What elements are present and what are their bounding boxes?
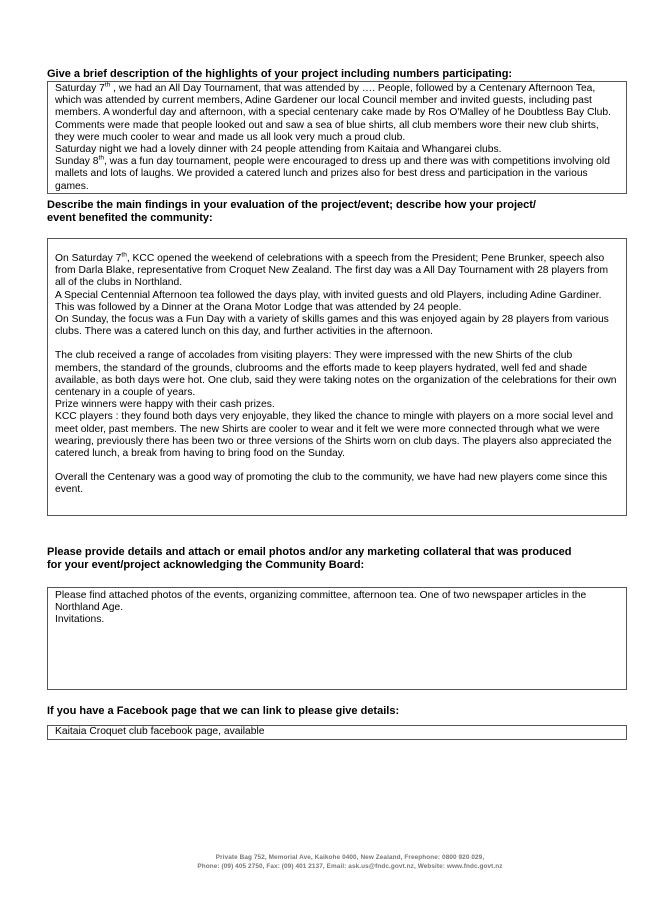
photos-answer-invitations: Invitations.: [55, 614, 105, 626]
footer-contact-info: [150, 853, 550, 871]
facebook-answer-text: Kaitaia Croquet club facebook page, available: [55, 726, 265, 737]
findings-paragraph-afternoon-tea: A Special Centennial Afternoon tea followed the days play, with invited guests and old Players, including Adine Gardiner.: [55, 289, 602, 301]
findings-paragraph-accolades: The club received a range of accolades from visiting players: They were impressed with the new Shirts of the club members, the standard of the grounds, clubrooms and the efforts made to keep players hydrated, well fed and shade available, as both days were hot. One club, said they were taking notes on the organization of the celebrations for their own centenary in a couple of years.: [55, 350, 617, 399]
findings-paragraph-kcc-players: KCC players : they found both days very enjoyable, they liked the chance to mingle with players on a more social level and meet older, past members. The new Shirts are cooler to wear and it felt we were more connected through what we were wearing, previously there has been two or three versions of the Shirts worn on club days. The players also appreciated the catered lunch, a break from having to bring food on the Sunday.: [55, 411, 614, 460]
findings-paragraph-saturday: On Saturday 7th, KCC opened the weekend of celebrations with a speech from the President; Pene Brunker, speech also from Darla Blake, representative from Croquet New Zealand. The first day was a All Day Tournament with 28 players from all of the clubs in Northland.: [55, 251, 609, 289]
section-highlights-question: Give a brief description of the highlights of your project including numbers participating:: [47, 68, 513, 80]
findings-paragraph-prizes: Prize winners were happy with their cash prizes.: [55, 399, 275, 411]
section-findings-question: Describe the main findings in your evaluation of the project/event; describe how your project/ event benefited the community:: [47, 199, 536, 224]
highlights-saturday-text: Saturday 7th , we had an All Day Tournament, that was attended by …. People, followed by a Centenary Afternoon Tea, which was attended by current members, Adine Gardener our local Council member and invited guests, including past members. A wonderful day and afternoon, with a special centenary cake made by Ros O'Malley of he Doubtless Bay Club. Comments were made that people looked out and saw a sea of blue shirts, all club members wore their new club shirts, they were much cooler to wear and made us all look very much a proud club.: [55, 81, 612, 143]
section-findings-answer-box[interactable]: [47, 238, 627, 516]
footer-contact-line: Phone: (09) 405 2750, Fax: (09) 401 2137, Email: ask.us@fndc.govt.nz, Website: www.fndc.govt.nz: [197, 863, 503, 870]
footer-address-line: Private Bag 752, Memorial Ave, Kaikohe 0400, New Zealand, Freephone: 0800 920 029,: [215, 854, 485, 861]
photos-answer-text: Please find attached photos of the events, organizing committee, afternoon tea. One of two newspaper articles in the Northland Age.: [55, 590, 587, 614]
findings-paragraph-dinner: This was followed by a Dinner at the Orana Motor Lodge that was attended by 24 people.: [55, 301, 462, 313]
findings-paragraph-overall: Overall the Centenary was a good way of promoting the club to the community, we have had new players come since this event.: [55, 472, 608, 496]
section-photos-question: Please provide details and attach or email photos and/or any marketing collateral that was produced for your event/project acknowledging the Community Board:: [47, 546, 572, 571]
highlights-saturday-night-text: Saturday night we had a lovely dinner with 24 people attending from Kaitaia and Whangarei clubs.: [55, 144, 502, 156]
highlights-sunday-text: Sunday 8th, was a fun day tournament, people were encouraged to dress up and there was with competitions involving old mallets and lots of laughs. We provided a catered lunch and prizes also for best dress and participation in the various games.: [55, 154, 610, 192]
findings-paragraph-sunday: On Sunday, the focus was a Fun Day with a variety of skills games and this was enjoyed again by 28 players from various clubs. There was a catered lunch on this day, and further activities in the afternoon.: [55, 314, 609, 338]
section-photos-answer-box[interactable]: [47, 587, 627, 690]
section-highlights-answer-box[interactable]: [47, 81, 627, 194]
section-facebook-answer-box[interactable]: [47, 725, 627, 740]
section-facebook-question: If you have a Facebook page that we can link to please give details:: [47, 705, 400, 717]
